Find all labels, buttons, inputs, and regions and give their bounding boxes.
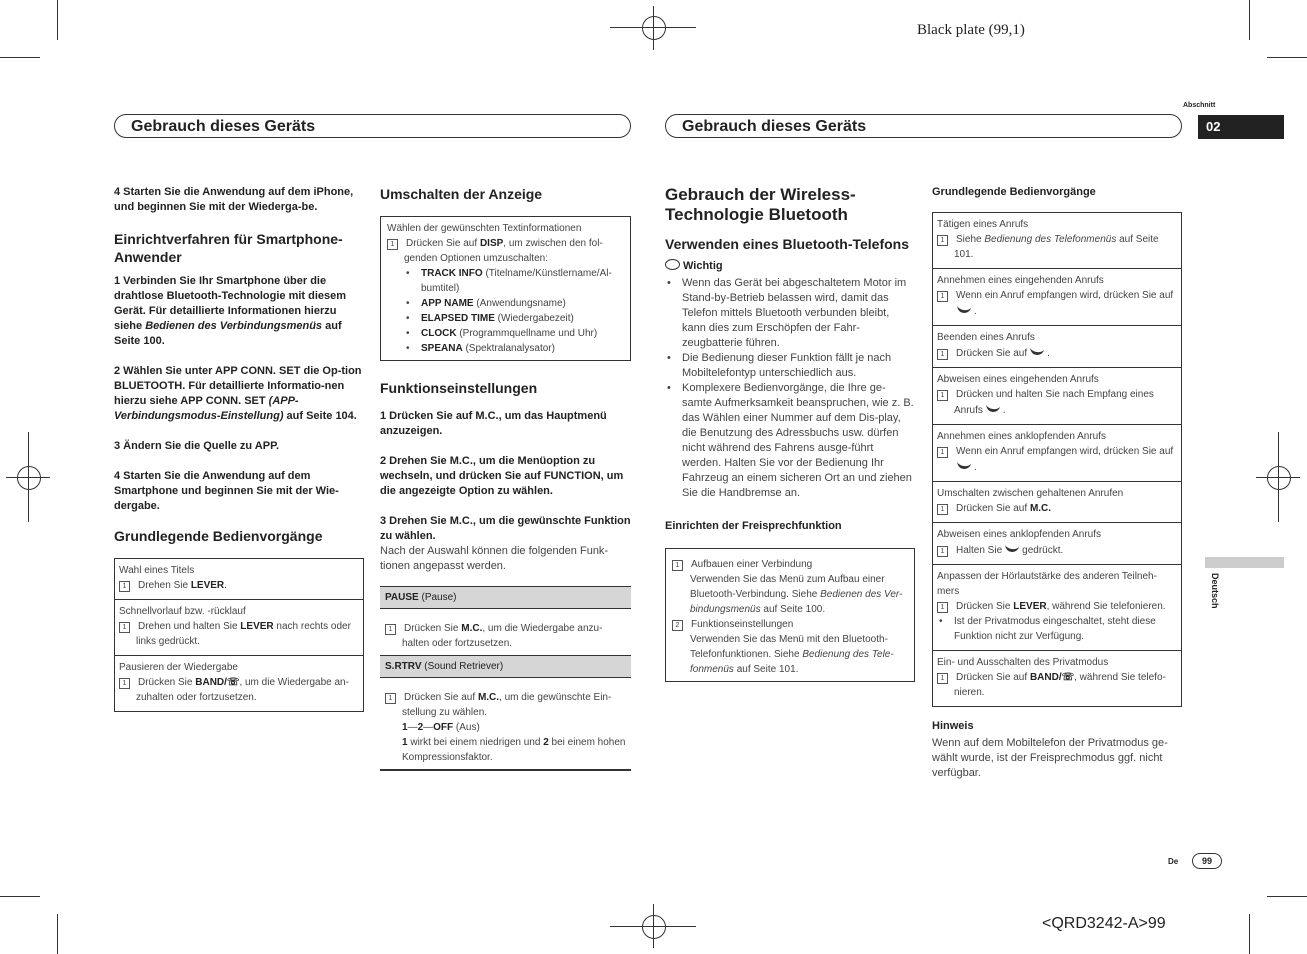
important-bullet: • Die Bedienung dieser Funktion fällt je nach Mobiltelefontyp unterschiedlich aus.: [665, 351, 915, 381]
column-1: [114, 185, 364, 712]
phone-icon: ☏: [226, 677, 240, 688]
srtrv-desc: 1 Drücken Sie auf M.C., um die gewünschte Ein-stellung zu wählen. 1—2—OFF (Aus) 1 wirkt bei einem niedrigen und 2 bei einem hohen Kompressionsfaktor.: [380, 678, 631, 771]
phone-icon: ☏: [1061, 672, 1075, 683]
display-option: • ELAPSED TIME (Wiedergabezeit): [404, 311, 624, 326]
column-2: [380, 185, 631, 771]
display-option: • TRACK INFO (Titelname/Künstlername/Al-bumtitel): [404, 266, 624, 296]
func-step-3: 3 Drehen Sie M.C., um die gewünschte Funktion zu wählen.: [380, 515, 631, 542]
plate-label: Black plate (99,1): [917, 22, 1025, 38]
row-private-mode: Ein- und Ausschalten des Privatmodus 1 Drücken Sie auf BAND/☏, während Sie telefo-nieren.: [937, 657, 1166, 698]
hinweis-text: Wenn auf dem Mobiltelefon der Privatmodus ge-wählt wurde, ist der Freisprechmodus ggf. nicht verfügbar.: [932, 737, 1168, 779]
section-number: 02: [1198, 115, 1284, 139]
phone-op-row: Annehmen eines anklopfenden Anrufs 1 Wenn ein Anruf empfangen wird, drücken Sie auf.: [933, 425, 1181, 482]
phone-op-row: Abweisen eines anklopfenden Anrufs 1 Halten Sie gedrückt.: [933, 523, 1181, 565]
phone-icon: [985, 401, 1000, 413]
phone-op-row: Annehmen eines eingehenden Anrufs 1 Wenn ein Anruf empfangen wird, drücken Sie auf.: [933, 269, 1181, 326]
step-2: 2 Wählen Sie unter APP CONN. SET die Op-tion BLUETOOTH. Für detaillierte Informatio-nen hierzu siehe APP CONN. SET (APP-Verbindungsmodus-Einstellung) auf Seite 104.: [114, 365, 362, 422]
heading-freisprech: Einrichten der Freisprechfunktion: [665, 520, 842, 532]
phone-icon: [1030, 344, 1045, 356]
heading-bt-phone: Verwenden eines Bluetooth-Telefons: [665, 236, 910, 252]
heading-funktion: Funktionseinstellungen: [380, 380, 538, 396]
important-note: Wichtig: [665, 259, 915, 274]
step-4-iphone: 4 Starten Sie die Anwendung auf dem iPhone, und beginnen Sie mit der Wiederga-be.: [114, 186, 354, 213]
row-volume: Anpassen der Hörlautstärke des anderen Teilneh-mers 1 Drücken Sie LEVER, während Sie telefonieren. • Ist der Privatmodus eingeschaltet, steht diese Funktion nicht zur Verfügung.: [933, 565, 1181, 651]
srtrv-header: S.RTRV (Sound Retriever): [380, 655, 631, 678]
phone-op-row: Abweisen eines eingehenden Anrufs 1 Drücken und halten Sie nach Empfang eines Anrufs .: [933, 368, 1181, 425]
section-label: Abschnitt: [1183, 102, 1216, 109]
column-4: [932, 185, 1182, 781]
display-option-list: [387, 266, 624, 356]
important-icon: [665, 259, 680, 270]
func-step-1: 1 Drücken Sie auf M.C., um das Hauptmenü anzuzeigen.: [380, 410, 607, 437]
heading-grund-phone: Grundlegende Bedienvorgänge: [932, 186, 1096, 198]
phone-icon: [956, 458, 971, 470]
row-fast-forward: Schnellvorlauf bzw. -rücklauf 1 Drehen und halten Sie LEVER nach rechts oder links gedrückt.: [115, 600, 363, 656]
handsfree-box: 1 Aufbauen einer Verbindung Verwenden Sie das Menü zum Aufbau einer Bluetooth-Verbindung. Siehe Bedienen des Ver-bindungsmenüs auf Seite 100. 2 Funktionseinstellungen Verwenden Sie das Menü mit den Bluetooth-Telefonfunktionen. Siehe Bedienung des Tele-fonmenüs auf Seite 101.: [665, 548, 915, 682]
phone-op-row: Umschalten zwischen gehaltenen Anrufen 1 Drücken Sie auf M.C.: [933, 482, 1181, 523]
print-code: <QRD3242-A>99: [1042, 915, 1166, 932]
important-bullets: [665, 276, 915, 501]
display-option: • SPEANA (Spektralanalysator): [404, 341, 624, 356]
display-option: • APP NAME (Anwendungsname): [404, 296, 624, 311]
phone-icon: [956, 302, 971, 314]
heading-einrichtverfahren: Einrichtverfahren für Smartphone-Anwender: [114, 231, 343, 265]
pause-header: PAUSE (Pause): [380, 586, 631, 609]
row-pause: Pausieren der Wiedergabe 1 Drücken Sie BAND/☏, um die Wiedergabe an-zuhalten oder fortzusetzen.: [119, 662, 349, 703]
footer-lang: De: [1168, 857, 1179, 866]
important-bullet: • Wenn das Gerät bei abgeschaltetem Motor im Stand-by-Betrieb belassen wird, damit das Telefon mittels Bluetooth verbunden bleibt, kann dies zum Erschöpfen der Fahr-zeugbatterie führen.: [665, 276, 915, 351]
row-title-select: Wahl eines Titels 1 Drehen Sie LEVER.: [115, 559, 363, 600]
header-left: Gebrauch dieses Geräts: [114, 114, 631, 138]
heading-wireless: Gebrauch der Wireless-Technologie Bluetooth: [665, 185, 856, 224]
heading-hinweis: Hinweis: [932, 720, 974, 732]
pause-desc: 1 Drücken Sie M.C., um die Wiedergabe anzu-halten oder fortzusetzen.: [380, 609, 631, 655]
phone-op-row: Beenden eines Anrufs 1 Drücken Sie auf .: [933, 326, 1181, 368]
step-4-smartphone: 4 Starten Sie die Anwendung auf dem Smartphone und beginnen Sie mit der Wie-dergabe.: [114, 470, 339, 512]
heading-grundlegende: Grundlegende Bedienvorgänge: [114, 528, 323, 544]
phone-op-row: Tätigen eines Anrufs 1 Siehe Bedienung des Telefonmenüs auf Seite 101.: [933, 213, 1181, 269]
phone-icon: [1005, 541, 1020, 553]
side-tab-bar: [1205, 557, 1284, 568]
func-step-2: 2 Drehen Sie M.C., um die Menüoption zu wechseln, und drücken Sie auf FUNCTION, um die angezeigte Option zu wählen.: [380, 455, 624, 497]
header-right: Gebrauch dieses Geräts: [665, 114, 1182, 138]
heading-umschalten: Umschalten der Anzeige: [380, 186, 543, 202]
display-options-box: Wählen der gewünschten Textinformationen 1 Drücken Sie auf DISP, um zwischen den fol-genden Optionen umzuschalten: • TRACK INFO (Titelname/Künstlername/Al-bumtitel) • APP NAME (Anwendungsname) • ELAPSED TIME (Wiedergabezeit) • CLOCK (Programmquellname und Uhr) • SPEANA (Spektralanalysator): [380, 216, 631, 361]
page-number: 99: [1192, 853, 1222, 869]
func-note: Nach der Auswahl können die folgenden Funk-tionen angepasst werden.: [380, 545, 609, 572]
phone-ops-table: [932, 212, 1182, 707]
column-3: [665, 185, 915, 682]
display-option: • CLOCK (Programmquellname und Uhr): [404, 326, 624, 341]
step-1: 1 Verbinden Sie Ihr Smartphone über die drahtlose Bluetooth-Technologie mit diesem Gerät. Für detaillierte Informationen hierzu siehe Bedienen des Verbindungsmenüs auf Seite 100.: [114, 275, 347, 347]
basic-ops-table: [114, 558, 364, 712]
step-3: 3 Ändern Sie die Quelle zu APP.: [114, 440, 280, 452]
important-bullet: • Komplexere Bedienvorgänge, die Ihre ge-samte Aufmerksamkeit beanspruchen, wie z. B. das Wählen einer Nummer auf dem Dis-play, die Benutzung des Adressbuchs usw. dürfen nicht während des Fahrens ausge-führt werden. Halten Sie vor der Bedienung Ihr Fahrzeug an einem sicheren Ort an und ziehen Sie die Handbremse an.: [665, 381, 915, 501]
side-tab-label: Deutsch: [1210, 573, 1220, 609]
